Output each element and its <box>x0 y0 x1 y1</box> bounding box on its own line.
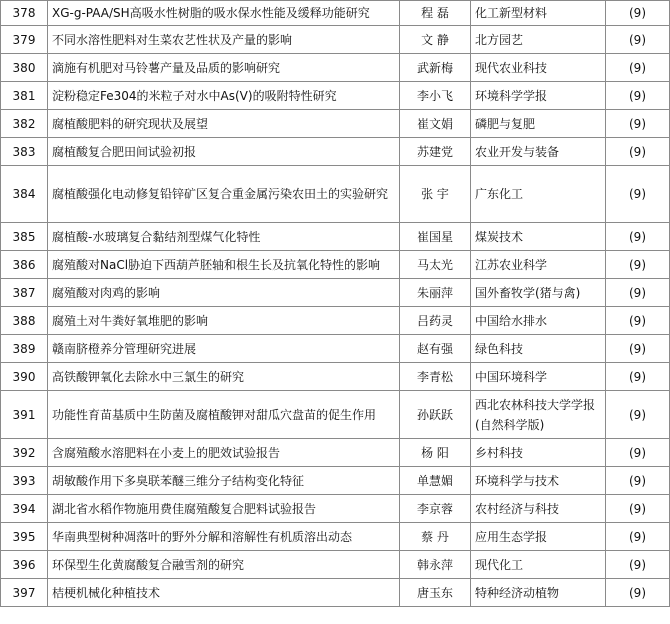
table-row <box>1 335 670 363</box>
author-name: 李小飞 <box>400 82 471 110</box>
issue-number: (9) <box>606 439 670 467</box>
author-name: 苏建党 <box>400 138 471 166</box>
journal-name: 特种经济动植物 <box>471 579 606 607</box>
issue-number: (9) <box>606 223 670 251</box>
paper-title: 胡敏酸作用下多臭联苯醚三维分子结构变化特征 <box>48 467 400 495</box>
table-row <box>1 495 670 523</box>
journal-name: 磷肥与复肥 <box>471 110 606 138</box>
paper-title: 赣南脐橙养分管理研究进展 <box>48 335 400 363</box>
journal-name: 环境科学学报 <box>471 82 606 110</box>
row-number: 391 <box>1 391 48 439</box>
issue-number: (9) <box>606 307 670 335</box>
paper-title: 功能性育苗基质中生防菌及腐植酸钾对甜瓜穴盘苗的促生作用 <box>48 391 400 439</box>
journal-name: 乡村科技 <box>471 439 606 467</box>
issue-number: (9) <box>606 495 670 523</box>
table-row <box>1 82 670 110</box>
author-name: 武新梅 <box>400 54 471 82</box>
issue-number: (9) <box>606 467 670 495</box>
journal-name: 农业开发与装备 <box>471 138 606 166</box>
table-row <box>1 439 670 467</box>
paper-title: 高铁酸钾氧化去除水中三氯生的研究 <box>48 363 400 391</box>
journal-name: 中国给水排水 <box>471 307 606 335</box>
row-number: 395 <box>1 523 48 551</box>
table-row <box>1 166 670 223</box>
author-name: 吕药灵 <box>400 307 471 335</box>
paper-title: 桔梗机械化种植技术 <box>48 579 400 607</box>
table-row <box>1 579 670 607</box>
table-row <box>1 1 670 26</box>
row-number: 388 <box>1 307 48 335</box>
row-number: 382 <box>1 110 48 138</box>
paper-title: 滴施有机肥对马铃薯产量及品质的影响研究 <box>48 54 400 82</box>
issue-number: (9) <box>606 363 670 391</box>
issue-number: (9) <box>606 335 670 363</box>
journal-name: 化工新型材料 <box>471 1 606 26</box>
row-number: 385 <box>1 223 48 251</box>
table-row <box>1 54 670 82</box>
author-name: 崔国星 <box>400 223 471 251</box>
row-number: 378 <box>1 1 48 26</box>
paper-title: 不同水溶性肥料对生菜农艺性状及产量的影响 <box>48 26 400 54</box>
table-row <box>1 467 670 495</box>
paper-title: 腐殖土对牛粪好氧堆肥的影响 <box>48 307 400 335</box>
row-number: 383 <box>1 138 48 166</box>
row-number: 386 <box>1 251 48 279</box>
journal-name: 环境科学与技术 <box>471 467 606 495</box>
issue-number: (9) <box>606 54 670 82</box>
author-name: 韩永萍 <box>400 551 471 579</box>
author-name: 杨 阳 <box>400 439 471 467</box>
author-name: 张 宇 <box>400 166 471 223</box>
table-row <box>1 551 670 579</box>
issue-number: (9) <box>606 26 670 54</box>
row-number: 380 <box>1 54 48 82</box>
issue-number: (9) <box>606 82 670 110</box>
issue-number: (9) <box>606 251 670 279</box>
author-name: 崔文娟 <box>400 110 471 138</box>
journal-name: 现代农业科技 <box>471 54 606 82</box>
issue-number: (9) <box>606 551 670 579</box>
table-row <box>1 391 670 439</box>
paper-title: 腐植酸复合肥田间试验初报 <box>48 138 400 166</box>
author-name: 赵有强 <box>400 335 471 363</box>
paper-title: 含腐殖酸水溶肥料在小麦上的肥效试验报告 <box>48 439 400 467</box>
paper-title: 腐殖酸对NaCl胁迫下西葫芦胚轴和根生长及抗氧化特性的影响 <box>48 251 400 279</box>
issue-number: (9) <box>606 523 670 551</box>
row-number: 394 <box>1 495 48 523</box>
journal-name: 煤炭技术 <box>471 223 606 251</box>
row-number: 384 <box>1 166 48 223</box>
table-row <box>1 279 670 307</box>
paper-title: 腐植酸强化电动修复铅锌矿区复合重金属污染农田土的实验研究 <box>48 166 400 223</box>
row-number: 396 <box>1 551 48 579</box>
author-name: 单慧媚 <box>400 467 471 495</box>
paper-title: 腐殖酸对肉鸡的影响 <box>48 279 400 307</box>
paper-title: 腐植酸-水玻璃复合黏结剂型煤气化特性 <box>48 223 400 251</box>
author-name: 马太光 <box>400 251 471 279</box>
table-row <box>1 307 670 335</box>
journal-name: 北方园艺 <box>471 26 606 54</box>
issue-number: (9) <box>606 110 670 138</box>
row-number: 393 <box>1 467 48 495</box>
table-row <box>1 223 670 251</box>
paper-title: 湖北省水稻作物施用费佳腐殖酸复合肥料试验报告 <box>48 495 400 523</box>
author-name: 孙跃跃 <box>400 391 471 439</box>
author-name: 李青松 <box>400 363 471 391</box>
paper-title: 环保型生化黄腐酸复合融雪剂的研究 <box>48 551 400 579</box>
author-name: 李京蓉 <box>400 495 471 523</box>
author-name: 文 静 <box>400 26 471 54</box>
table-row <box>1 363 670 391</box>
issue-number: (9) <box>606 579 670 607</box>
issue-number: (9) <box>606 391 670 439</box>
paper-title: 淀粉稳定Fe304的米粒子对水中As(V)的吸附特性研究 <box>48 82 400 110</box>
journal-name: 绿色科技 <box>471 335 606 363</box>
paper-title: 腐植酸肥料的研究现状及展望 <box>48 110 400 138</box>
row-number: 392 <box>1 439 48 467</box>
journal-name: 应用生态学报 <box>471 523 606 551</box>
journal-name: 广东化工 <box>471 166 606 223</box>
author-name: 朱丽萍 <box>400 279 471 307</box>
issue-number: (9) <box>606 1 670 26</box>
journal-name: 农村经济与科技 <box>471 495 606 523</box>
paper-title: 华南典型树种凋落叶的野外分解和溶解性有机质溶出动态 <box>48 523 400 551</box>
journal-name: 国外畜牧学(猪与禽) <box>471 279 606 307</box>
row-number: 390 <box>1 363 48 391</box>
row-number: 381 <box>1 82 48 110</box>
issue-number: (9) <box>606 138 670 166</box>
issue-number: (9) <box>606 279 670 307</box>
table-row <box>1 523 670 551</box>
journal-name: 江苏农业科学 <box>471 251 606 279</box>
journal-name: 西北农林科技大学学报(自然科学版) <box>471 391 606 439</box>
row-number: 387 <box>1 279 48 307</box>
author-name: 程 磊 <box>400 1 471 26</box>
journal-name: 现代化工 <box>471 551 606 579</box>
row-number: 389 <box>1 335 48 363</box>
issue-number: (9) <box>606 166 670 223</box>
journal-name: 中国环境科学 <box>471 363 606 391</box>
publication-table-body <box>1 1 670 607</box>
paper-title: XG-g-PAA/SH高吸水性树脂的吸水保水性能及缓释功能研究 <box>48 1 400 26</box>
author-name: 蔡 丹 <box>400 523 471 551</box>
table-row <box>1 110 670 138</box>
table-row <box>1 251 670 279</box>
row-number: 379 <box>1 26 48 54</box>
table-row <box>1 138 670 166</box>
table-row <box>1 26 670 54</box>
row-number: 397 <box>1 579 48 607</box>
author-name: 唐玉东 <box>400 579 471 607</box>
